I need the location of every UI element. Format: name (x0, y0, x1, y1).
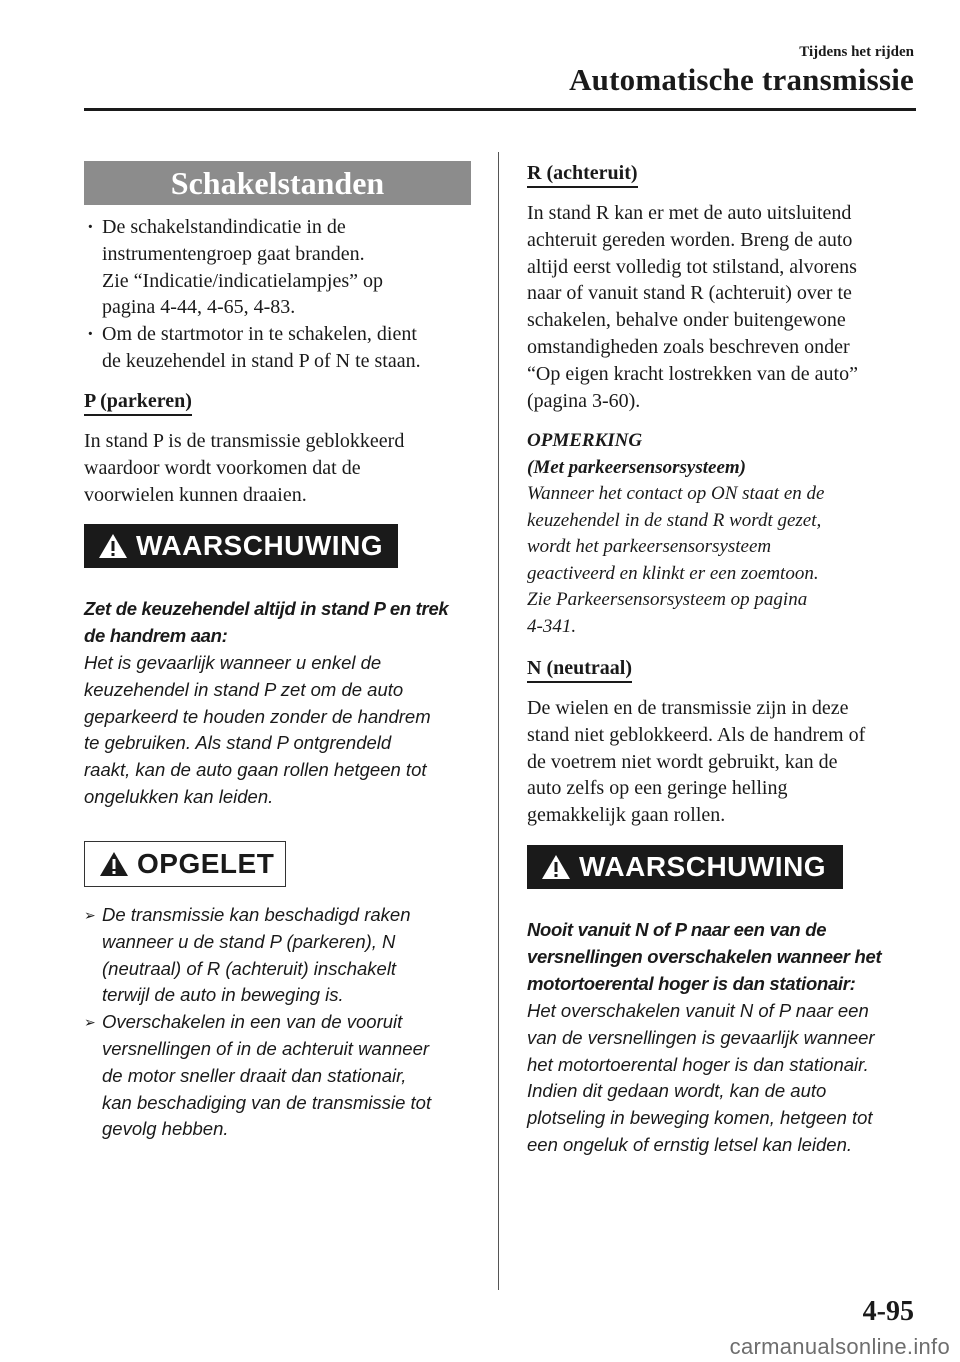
note-label: OPMERKING (527, 430, 643, 451)
warning-box (527, 845, 843, 889)
watermark[interactable]: carmanualsonline.info (729, 1334, 950, 1359)
heading-n-neutraal: N (neutraal) (527, 656, 632, 683)
page-number: 4-95 (862, 1296, 914, 1327)
n-description: De wielen en de transmissie zijn in deze stand niet geblokkeerd. Als de handrem of de voetrem niet wordt gebruikt, kan de auto zelfs op een geringe helling gemakkelijk gaan rollen. (527, 697, 866, 827)
list-item: · De schakelstandindicatie in de instrumentengroep gaat branden. Zie “Indicatie/indicatielampjes” op pagina 4-44, 4-65, 4-83. (87, 216, 383, 319)
arrow-right-icon: ➢ (84, 907, 96, 923)
heading-r-achteruit: R (achteruit) (527, 161, 638, 188)
list-item: ➢ De transmissie kan beschadigd raken wanneer u de stand P (parkeren), N (neutraal) of R (achteruit) inschakelt terwijl de auto in beweging is. (84, 904, 411, 1006)
warning-box (84, 524, 398, 568)
warning-lead: Nooit vanuit N of P naar een van de versnellingen overschakelen wanneer het motortoerental hoger is dan stationair: (527, 919, 882, 994)
caution-list (84, 902, 474, 1143)
warning-lead: Zet de keuzehendel altijd in stand P en trek de handrem aan: (84, 598, 449, 646)
list-item: ➢ Overschakelen in een van de vooruit versnellingen of in de achteruit wanneer de motor sneller draait dan stationair, kan beschadiging van de transmissie tot gevolg hebben. (84, 1011, 432, 1140)
warning-title: WAARSCHUWING (579, 851, 827, 882)
note-header (527, 428, 919, 481)
header-rule (84, 108, 916, 111)
bullet-dot-icon: · (87, 323, 94, 346)
list-item: · Om de startmotor in te schakelen, dient de keuzehendel in stand P of N te staan. (87, 323, 421, 372)
warning-triangle-icon (541, 854, 571, 880)
caution-box (84, 841, 286, 887)
caution-title: OPGELET (137, 848, 275, 879)
column-divider (498, 152, 499, 1290)
caution-triangle-icon (99, 851, 129, 877)
warning-body: Het is gevaarlijk wanneer u enkel de keuzehendel in stand P zet om de auto geparkeerd te houden zonder de handrem te gebruiken. Als stand P ontgrendeld raakt, kan de auto gaan rollen hetgeen tot ongelukken kan leiden. (84, 652, 431, 807)
r-description: In stand R kan er met de auto uitsluitend achteruit gereden worden. Breng de auto altijd eerst volledig tot stilstand, alvorens naar of vanuit stand R (achteruit) over te schakelen, behalve onder buitengewone omstandigheden zoals beschreven onder “Op eigen kracht lostrekken van de auto” (pagina 3-60). (527, 202, 858, 412)
warning-body: Het overschakelen vanuit N of P naar een van de versnellingen is gevaarlijk wanneer het motortoerental hoger is dan stationair. Indien dit gedaan wordt, kan de auto plotseling in beweging komen, hetgeen tot een ongeluk of ernstig letsel kan leiden. (527, 1000, 875, 1155)
note-body: Wanneer het contact op ON staat en de keuzehendel in de stand R wordt gezet, wordt het parkeersensorsysteem geactiveerd en klinkt er een zoemtoon. Zie Parkeersensorsysteem op pagina 4-341. (527, 483, 825, 637)
bullet-list (84, 214, 472, 375)
warning-triangle-icon (98, 533, 128, 559)
p-description: In stand P is de transmissie geblokkeerd waardoor wordt voorkomen dat de voorwielen kunnen draaien. (84, 430, 405, 506)
running-header-section: Tijdens het rijden (799, 44, 914, 60)
running-header-title: Automatische transmissie (569, 62, 914, 97)
warning-title: WAARSCHUWING (136, 530, 384, 561)
heading-p-parkeren: P (parkeren) (84, 389, 192, 416)
note-sub: (Met parkeersensorsysteem) (527, 456, 746, 478)
bullet-dot-icon: · (87, 216, 94, 238)
arrow-right-icon: ➢ (84, 1014, 96, 1031)
section-banner: Schakelstanden (84, 161, 471, 205)
